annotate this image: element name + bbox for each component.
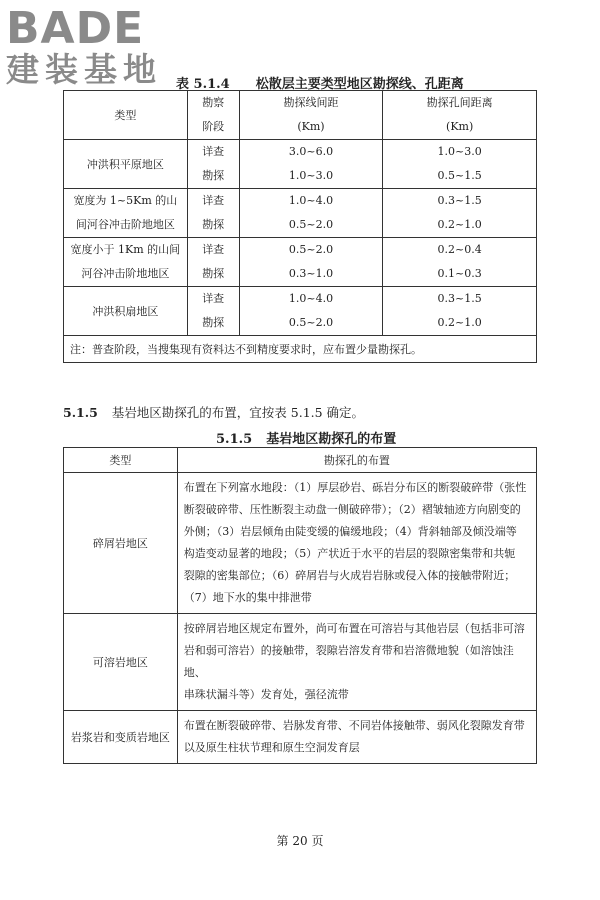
table-cell-line-spacing — [239, 140, 383, 189]
cell-line: 河谷冲击阶地地区 — [81, 267, 170, 280]
cell-line: 间河谷冲击阶地地区 — [75, 218, 175, 231]
cell-line: 0.2~0.4 — [437, 243, 482, 256]
table1-header-line-spacing-line: 勘探线间距 — [283, 96, 339, 109]
cell-line: 详查 — [202, 194, 225, 207]
cell-line: 宽度为 1~5Km 的山 — [73, 194, 178, 207]
cell-line: 0.2~1.0 — [437, 218, 482, 231]
cell-line: 勘探 — [202, 218, 225, 231]
table1-caption-title: 松散层主要类型地区勘探线、孔距离 — [255, 77, 464, 92]
page-number: 第 20 页 — [276, 834, 324, 848]
table2-header-layout: 勘探孔的布置 — [177, 448, 536, 473]
table-cell-line-spacing — [239, 287, 383, 336]
table-bedrock-hole-layout — [63, 447, 537, 764]
table-row — [64, 140, 537, 189]
table-row — [64, 711, 537, 764]
table1-note-row — [64, 336, 537, 363]
cell-line: 构造变动显著的地段；（5）产状近于水平的岩层的裂隙密集带和共轭 — [183, 547, 516, 560]
cell-line: 布置在下列富水地段：（1）厚层砂岩、砾岩分布区的断裂破碎带（张性 — [183, 481, 527, 494]
table-cell-type — [64, 238, 188, 287]
cell-line: 3.0~6.0 — [288, 145, 334, 158]
table-cell-layout — [177, 473, 536, 614]
table-cell-hole-spacing — [383, 189, 537, 238]
cell-line: 详查 — [202, 243, 225, 256]
table1-header-stage — [187, 91, 239, 140]
table-row — [64, 614, 537, 711]
table-loose-layer-spacing — [63, 90, 537, 363]
cell-line: 裂隙的密集部位；（6）碎屑岩与火成岩岩脉或侵入体的接触带附近； — [183, 569, 516, 582]
table-cell-stage — [187, 189, 239, 238]
cell-line: 1.0~4.0 — [288, 194, 334, 207]
cell-line: 勘探 — [202, 267, 225, 280]
cell-line: 详查 — [202, 145, 225, 158]
cell-line: 1.0~3.0 — [437, 145, 482, 158]
table-cell-stage — [187, 140, 239, 189]
table-cell-type: 冲洪积扇地区 — [64, 287, 188, 336]
cell-line: 0.5~2.0 — [288, 316, 334, 329]
table-row — [64, 473, 537, 614]
table1-header-type: 类型 — [64, 91, 188, 140]
cell-line: 1.0~4.0 — [288, 292, 334, 305]
cell-line: 0.1~0.3 — [437, 267, 482, 280]
table-cell-type — [64, 189, 188, 238]
table-cell-hole-spacing — [383, 287, 537, 336]
table2-header-type: 类型 — [64, 448, 178, 473]
table1-header-row — [64, 91, 537, 140]
cell-line: 岩和弱可溶岩）的接触带，裂隙岩溶发育带和岩溶微地貌（如溶蚀洼地、 — [183, 644, 514, 679]
cell-line: 详查 — [202, 292, 225, 305]
cell-line: 1.0~3.0 — [288, 169, 334, 182]
table2-caption — [216, 428, 396, 447]
cell-line: 0.5~2.0 — [288, 243, 334, 256]
table-row — [64, 238, 537, 287]
cell-line: 宽度小于 1Km 的山间 — [70, 243, 181, 256]
cell-line: 外侧；（3）岩层倾角由陡变缓的偏缓地段；（4）背斜轴部及倾没端等 — [183, 525, 517, 538]
cell-line: 串珠状漏斗等）发育处，强径流带 — [183, 688, 349, 701]
brand-logo — [6, 3, 176, 89]
table-cell-hole-spacing — [383, 238, 537, 287]
table1-header-stage-line: 勘察 — [202, 96, 225, 109]
section-text: 基岩地区勘探孔的布置，宜按表 5.1.5 确定。 — [111, 405, 365, 420]
table-cell-type: 岩浆岩和变质岩地区 — [64, 711, 178, 764]
table-cell-layout — [177, 614, 536, 711]
cell-line: 以及原生柱状节理和原生空洞发育层 — [183, 741, 360, 754]
cell-line: 0.5~2.0 — [288, 218, 334, 231]
table1-header-hole-spacing-line: 勘探孔间距离 — [426, 96, 493, 109]
table1-header-line-spacing-line: (Km) — [297, 120, 325, 133]
table1-header-hole-spacing — [383, 91, 537, 140]
cell-line: 0.3~1.5 — [437, 292, 482, 305]
section-paragraph — [63, 403, 364, 421]
section-number: 5.1.5 — [63, 405, 98, 420]
cell-line: 勘探 — [202, 169, 225, 182]
table2-caption-title: 基岩地区勘探孔的布置 — [266, 432, 397, 447]
table-cell-line-spacing — [239, 238, 383, 287]
cell-line: 0.3~1.0 — [288, 267, 334, 280]
table1-caption-number: 表 5.1.4 — [176, 77, 230, 92]
logo-brand-text: BADE — [6, 3, 145, 54]
table-cell-type: 冲洪积平原地区 — [64, 140, 188, 189]
table1-header-line-spacing — [239, 91, 383, 140]
table-cell-hole-spacing — [383, 140, 537, 189]
table1-header-hole-spacing-line: (Km) — [446, 120, 474, 133]
table1-header-stage-line: 阶段 — [202, 120, 225, 133]
table-row — [64, 287, 537, 336]
table2-caption-number: 5.1.5 — [216, 432, 253, 447]
cell-line: 勘探 — [202, 316, 225, 329]
table2-header-row — [64, 448, 537, 473]
cell-line: 0.2~1.0 — [437, 316, 482, 329]
cell-line: 布置在断裂破碎带、岩脉发育带、不同岩体接触带、弱风化裂隙发育带 — [183, 719, 525, 732]
cell-line: 按碎屑岩地区规定布置外，尚可布置在可溶岩与其他岩层（包括非可溶 — [183, 622, 525, 635]
table-cell-line-spacing — [239, 189, 383, 238]
cell-line: （7）地下水的集中排泄带 — [183, 591, 312, 604]
table-row — [64, 189, 537, 238]
cell-line: 0.5~1.5 — [437, 169, 482, 182]
table-cell-stage — [187, 238, 239, 287]
table-cell-type: 碎屑岩地区 — [64, 473, 178, 614]
table-cell-type: 可溶岩地区 — [64, 614, 178, 711]
logo-subtitle: 建装基地 — [6, 50, 162, 89]
table-cell-stage — [187, 287, 239, 336]
table-cell-layout — [177, 711, 536, 764]
cell-line: 0.3~1.5 — [437, 194, 482, 207]
table1-note: 注：普查阶段，当搜集现有资料达不到精度要求时，应布置少量勘探孔。 — [64, 336, 537, 363]
cell-line: 断裂破碎带、压性断裂主动盘一侧破碎带）；（2）褶皱轴迹方向剧变的 — [183, 503, 521, 516]
